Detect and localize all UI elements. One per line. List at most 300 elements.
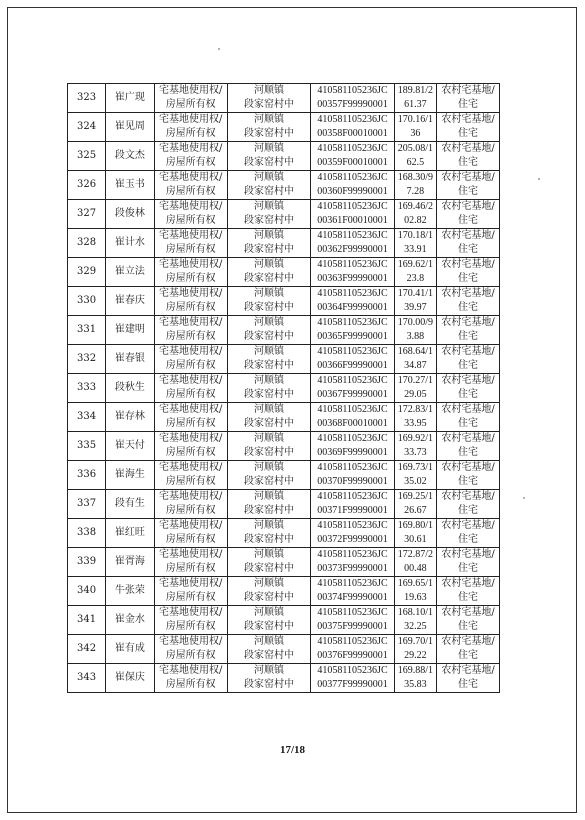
row-number-cell (68, 606, 106, 635)
right-type-text: 房屋所有权 (165, 273, 216, 284)
table-row (68, 432, 500, 461)
land-use-cell (437, 490, 500, 519)
land-use-text: 农村宅基地/ (441, 201, 495, 212)
area-value-text: 29.05 (404, 389, 427, 400)
table-row (68, 606, 500, 635)
right-type-text: 房屋所有权 (165, 534, 216, 545)
unit-code-text: 00364F99990001 (317, 302, 388, 313)
row-number-cell (68, 345, 106, 374)
property-location-text: 河顺镇 (254, 259, 285, 270)
right-type-text: 房屋所有权 (165, 302, 216, 313)
area-value-text: 205.08/1 (397, 143, 434, 154)
unit-code-cell (311, 200, 395, 229)
area-value-cell (394, 345, 436, 374)
owner-name-cell (106, 635, 154, 664)
property-location-text: 段家窑村中 (244, 244, 295, 255)
property-location-text: 河顺镇 (254, 114, 285, 125)
unit-code-text: 410581105236JC (317, 578, 388, 589)
row-number-text: 343 (77, 672, 97, 683)
area-value-text: 61.37 (404, 99, 427, 110)
unit-code-text: 410581105236JC (317, 549, 388, 560)
property-location-text: 段家窑村中 (244, 563, 295, 574)
right-type-text: 宅基地使用权/ (159, 578, 223, 589)
owner-name-cell (106, 229, 154, 258)
area-value-text: 35.83 (404, 679, 427, 690)
right-type-text: 房屋所有权 (165, 476, 216, 487)
area-value-text: 26.67 (404, 505, 427, 516)
area-value-text: 35.02 (404, 476, 427, 487)
right-type-text: 房屋所有权 (165, 418, 216, 429)
right-type-text: 宅基地使用权/ (159, 665, 223, 676)
land-use-text: 农村宅基地/ (441, 549, 495, 560)
row-number-text: 338 (77, 527, 97, 538)
land-use-text: 农村宅基地/ (441, 491, 495, 502)
row-number-cell (68, 200, 106, 229)
area-value-cell (394, 490, 436, 519)
land-use-text: 农村宅基地/ (441, 578, 495, 589)
property-location-text: 段家窑村中 (244, 360, 295, 371)
unit-code-cell (311, 606, 395, 635)
right-type-cell (154, 461, 227, 490)
row-number-cell (68, 113, 106, 142)
owner-name-cell (106, 84, 154, 113)
property-location-text: 河顺镇 (254, 143, 285, 154)
property-location-text: 段家窑村中 (244, 534, 295, 545)
unit-code-cell (311, 548, 395, 577)
row-number-text: 333 (77, 382, 97, 393)
unit-code-text: 00369F99990001 (317, 447, 388, 458)
unit-code-text: 00359F00010001 (317, 157, 388, 168)
row-number-text: 327 (77, 208, 97, 219)
row-number-cell (68, 461, 106, 490)
right-type-text: 房屋所有权 (165, 215, 216, 226)
row-number-cell (68, 664, 106, 693)
row-number-text: 340 (77, 585, 97, 596)
area-value-text: 36 (410, 128, 421, 139)
right-type-text: 房屋所有权 (165, 505, 216, 516)
area-value-cell (394, 258, 436, 287)
land-use-text: 住宅 (458, 679, 479, 690)
right-type-text: 房屋所有权 (165, 447, 216, 458)
land-use-text: 农村宅基地/ (441, 375, 495, 386)
land-use-cell (437, 229, 500, 258)
land-use-text: 住宅 (458, 563, 479, 574)
land-use-text: 农村宅基地/ (441, 665, 495, 676)
row-number-cell (68, 403, 106, 432)
unit-code-text: 410581105236JC (317, 85, 388, 96)
area-value-text: 168.10/1 (397, 607, 434, 618)
right-type-cell (154, 200, 227, 229)
property-location-cell (227, 374, 311, 403)
right-type-text: 宅基地使用权/ (159, 346, 223, 357)
table-row (68, 519, 500, 548)
table-row (68, 664, 500, 693)
owner-name-cell (106, 374, 154, 403)
area-value-text: 169.88/1 (397, 665, 434, 676)
right-type-text: 房屋所有权 (165, 331, 216, 342)
owner-name-cell (106, 548, 154, 577)
property-location-text: 河顺镇 (254, 636, 285, 647)
unit-code-text: 00375F99990001 (317, 621, 388, 632)
property-location-text: 段家窑村中 (244, 157, 295, 168)
property-location-cell (227, 490, 311, 519)
right-type-text: 宅基地使用权/ (159, 85, 223, 96)
land-use-cell (437, 345, 500, 374)
land-use-cell (437, 519, 500, 548)
property-location-text: 河顺镇 (254, 404, 285, 415)
area-value-text: 172.87/2 (397, 549, 434, 560)
row-number-text: 326 (77, 179, 97, 190)
unit-code-text: 410581105236JC (317, 433, 388, 444)
property-location-text: 段家窑村中 (244, 186, 295, 197)
table-row (68, 84, 500, 113)
land-use-cell (437, 287, 500, 316)
land-use-text: 农村宅基地/ (441, 317, 495, 328)
unit-code-text: 410581105236JC (317, 607, 388, 618)
unit-code-text: 00373F99990001 (317, 563, 388, 574)
property-location-text: 河顺镇 (254, 433, 285, 444)
area-value-cell (394, 171, 436, 200)
land-use-text: 住宅 (458, 476, 479, 487)
area-value-text: 169.65/1 (397, 578, 434, 589)
land-use-text: 农村宅基地/ (441, 520, 495, 531)
property-location-text: 段家窑村中 (244, 331, 295, 342)
owner-name-cell (106, 287, 154, 316)
area-value-cell (394, 548, 436, 577)
unit-code-cell (311, 403, 395, 432)
owner-name-text: 崔建明 (114, 324, 145, 335)
area-value-cell (394, 200, 436, 229)
property-location-cell (227, 113, 311, 142)
property-location-cell (227, 606, 311, 635)
property-location-text: 段家窑村中 (244, 99, 295, 110)
property-location-text: 河顺镇 (254, 85, 285, 96)
property-location-cell (227, 258, 311, 287)
area-value-cell (394, 84, 436, 113)
area-value-cell (394, 374, 436, 403)
land-use-text: 农村宅基地/ (441, 433, 495, 444)
property-location-cell (227, 84, 311, 113)
table-row (68, 548, 500, 577)
table-row (68, 461, 500, 490)
owner-name-text: 崔立法 (114, 266, 145, 277)
unit-code-text: 410581105236JC (317, 201, 388, 212)
land-use-text: 农村宅基地/ (441, 462, 495, 473)
land-use-text: 住宅 (458, 621, 479, 632)
table-row (68, 577, 500, 606)
area-value-cell (394, 229, 436, 258)
owner-name-text: 牛张荣 (114, 585, 145, 596)
scan-speck (218, 48, 220, 50)
table-row (68, 374, 500, 403)
right-type-text: 宅基地使用权/ (159, 491, 223, 502)
land-use-text: 住宅 (458, 128, 479, 139)
row-number-text: 330 (77, 295, 97, 306)
unit-code-cell (311, 113, 395, 142)
land-use-text: 农村宅基地/ (441, 172, 495, 183)
table-row (68, 287, 500, 316)
owner-name-text: 崔海生 (114, 469, 145, 480)
unit-code-text: 410581105236JC (317, 491, 388, 502)
right-type-cell (154, 113, 227, 142)
owner-name-cell (106, 200, 154, 229)
unit-code-cell (311, 490, 395, 519)
land-use-cell (437, 374, 500, 403)
property-location-cell (227, 635, 311, 664)
land-use-cell (437, 316, 500, 345)
unit-code-cell (311, 287, 395, 316)
area-value-cell (394, 113, 436, 142)
row-number-text: 335 (77, 440, 97, 451)
land-use-text: 农村宅基地/ (441, 288, 495, 299)
land-use-cell (437, 84, 500, 113)
land-use-text: 住宅 (458, 447, 479, 458)
area-value-text: 33.73 (404, 447, 427, 458)
unit-code-cell (311, 664, 395, 693)
area-value-text: 170.18/1 (397, 230, 434, 241)
row-number-cell (68, 316, 106, 345)
property-location-cell (227, 142, 311, 171)
area-value-text: 169.25/1 (397, 491, 434, 502)
area-value-text: 169.62/1 (397, 259, 434, 270)
right-type-text: 房屋所有权 (165, 186, 216, 197)
land-use-text: 住宅 (458, 650, 479, 661)
unit-code-text: 00368F00010001 (317, 418, 388, 429)
right-type-text: 房屋所有权 (165, 360, 216, 371)
right-type-text: 宅基地使用权/ (159, 549, 223, 560)
unit-code-text: 410581105236JC (317, 636, 388, 647)
unit-code-text: 00376F99990001 (317, 650, 388, 661)
unit-code-text: 00365F99990001 (317, 331, 388, 342)
area-value-cell (394, 577, 436, 606)
table-row (68, 229, 500, 258)
owner-name-text: 崔玉书 (114, 179, 145, 190)
right-type-text: 宅基地使用权/ (159, 201, 223, 212)
right-type-cell (154, 374, 227, 403)
owner-name-cell (106, 171, 154, 200)
owner-name-text: 崔红旺 (114, 527, 145, 538)
row-number-cell (68, 635, 106, 664)
row-number-text: 336 (77, 469, 97, 480)
area-value-text: 172.83/1 (397, 404, 434, 415)
row-number-text: 337 (77, 498, 97, 509)
unit-code-cell (311, 432, 395, 461)
land-use-text: 住宅 (458, 244, 479, 255)
row-number-cell (68, 432, 106, 461)
right-type-cell (154, 258, 227, 287)
area-value-cell (394, 635, 436, 664)
right-type-text: 宅基地使用权/ (159, 462, 223, 473)
right-type-text: 房屋所有权 (165, 621, 216, 632)
property-location-cell (227, 316, 311, 345)
land-use-text: 住宅 (458, 592, 479, 603)
property-location-text: 段家窑村中 (244, 476, 295, 487)
right-type-cell (154, 577, 227, 606)
owner-name-text: 崔存林 (114, 411, 145, 422)
land-use-cell (437, 142, 500, 171)
property-location-text: 段家窑村中 (244, 418, 295, 429)
property-location-text: 河顺镇 (254, 520, 285, 531)
area-value-text: 32.25 (404, 621, 427, 632)
land-use-cell (437, 461, 500, 490)
owner-name-text: 崔春银 (114, 353, 145, 364)
area-value-cell (394, 519, 436, 548)
property-location-text: 段家窑村中 (244, 389, 295, 400)
unit-code-text: 410581105236JC (317, 520, 388, 531)
owner-name-cell (106, 577, 154, 606)
land-use-cell (437, 548, 500, 577)
land-use-text: 农村宅基地/ (441, 85, 495, 96)
land-use-text: 农村宅基地/ (441, 404, 495, 415)
owner-name-text: 段有生 (114, 498, 145, 509)
property-location-text: 段家窑村中 (244, 621, 295, 632)
scan-speck (538, 178, 540, 180)
row-number-cell (68, 374, 106, 403)
owner-name-cell (106, 403, 154, 432)
right-type-text: 房屋所有权 (165, 679, 216, 690)
area-value-text: 62.5 (406, 157, 425, 168)
property-location-text: 河顺镇 (254, 317, 285, 328)
land-use-cell (437, 664, 500, 693)
row-number-text: 341 (77, 614, 97, 625)
unit-code-text: 00367F99990001 (317, 389, 388, 400)
land-use-cell (437, 606, 500, 635)
unit-code-text: 410581105236JC (317, 375, 388, 386)
area-value-text: 169.70/1 (397, 636, 434, 647)
right-type-text: 宅基地使用权/ (159, 172, 223, 183)
land-use-text: 农村宅基地/ (441, 346, 495, 357)
area-value-text: 29.22 (404, 650, 427, 661)
table-row (68, 490, 500, 519)
area-value-text: 19.63 (404, 592, 427, 603)
area-value-cell (394, 606, 436, 635)
land-use-text: 农村宅基地/ (441, 259, 495, 270)
property-location-text: 河顺镇 (254, 230, 285, 241)
unit-code-text: 410581105236JC (317, 665, 388, 676)
right-type-cell (154, 432, 227, 461)
unit-code-text: 410581105236JC (317, 462, 388, 473)
property-location-text: 河顺镇 (254, 462, 285, 473)
right-type-cell (154, 316, 227, 345)
owner-name-text: 崔天付 (114, 440, 145, 451)
registry-table-body (68, 84, 500, 693)
row-number-text: 331 (77, 324, 97, 335)
row-number-text: 332 (77, 353, 97, 364)
unit-code-text: 410581105236JC (317, 172, 388, 183)
unit-code-text: 410581105236JC (317, 346, 388, 357)
right-type-text: 房屋所有权 (165, 157, 216, 168)
right-type-text: 宅基地使用权/ (159, 230, 223, 241)
right-type-cell (154, 171, 227, 200)
right-type-cell (154, 519, 227, 548)
property-location-cell (227, 461, 311, 490)
land-use-cell (437, 577, 500, 606)
owner-name-cell (106, 606, 154, 635)
property-location-text: 段家窑村中 (244, 592, 295, 603)
owner-name-text: 崔见周 (114, 121, 145, 132)
land-use-cell (437, 403, 500, 432)
unit-code-text: 410581105236JC (317, 288, 388, 299)
area-value-text: 34.87 (404, 360, 427, 371)
table-row (68, 316, 500, 345)
owner-name-text: 崔有成 (114, 643, 145, 654)
unit-code-cell (311, 461, 395, 490)
right-type-cell (154, 229, 227, 258)
property-location-text: 河顺镇 (254, 491, 285, 502)
table-row (68, 113, 500, 142)
row-number-cell (68, 577, 106, 606)
right-type-cell (154, 606, 227, 635)
unit-code-cell (311, 635, 395, 664)
owner-name-text: 崔胥海 (114, 556, 145, 567)
area-value-cell (394, 461, 436, 490)
right-type-text: 宅基地使用权/ (159, 636, 223, 647)
unit-code-cell (311, 229, 395, 258)
owner-name-cell (106, 461, 154, 490)
owner-name-cell (106, 345, 154, 374)
area-value-text: 169.80/1 (397, 520, 434, 531)
right-type-text: 房屋所有权 (165, 128, 216, 139)
unit-code-text: 00366F99990001 (317, 360, 388, 371)
right-type-cell (154, 664, 227, 693)
area-value-text: 23.8 (406, 273, 425, 284)
owner-name-text: 崔春庆 (114, 295, 145, 306)
right-type-text: 房屋所有权 (165, 592, 216, 603)
owner-name-cell (106, 490, 154, 519)
unit-code-text: 00371F99990001 (317, 505, 388, 516)
area-value-text: 170.27/1 (397, 375, 434, 386)
unit-code-text: 00362F99990001 (317, 244, 388, 255)
right-type-text: 宅基地使用权/ (159, 520, 223, 531)
row-number-cell (68, 84, 106, 113)
row-number-cell (68, 490, 106, 519)
area-value-text: 33.95 (404, 418, 427, 429)
property-location-text: 河顺镇 (254, 201, 285, 212)
owner-name-text: 崔金水 (114, 614, 145, 625)
area-value-text: 33.91 (404, 244, 427, 255)
unit-code-text: 410581105236JC (317, 404, 388, 415)
property-location-text: 段家窑村中 (244, 215, 295, 226)
area-value-cell (394, 664, 436, 693)
right-type-text: 房屋所有权 (165, 650, 216, 661)
property-location-text: 河顺镇 (254, 172, 285, 183)
land-use-text: 住宅 (458, 302, 479, 313)
unit-code-text: 410581105236JC (317, 317, 388, 328)
unit-code-cell (311, 316, 395, 345)
right-type-text: 宅基地使用权/ (159, 143, 223, 154)
land-use-text: 住宅 (458, 186, 479, 197)
owner-name-text: 崔保庆 (114, 672, 145, 683)
area-value-text: 30.61 (404, 534, 427, 545)
property-location-cell (227, 229, 311, 258)
right-type-text: 宅基地使用权/ (159, 114, 223, 125)
row-number-text: 324 (77, 121, 97, 132)
owner-name-cell (106, 432, 154, 461)
right-type-cell (154, 403, 227, 432)
land-use-text: 农村宅基地/ (441, 114, 495, 125)
owner-name-text: 段俊林 (114, 208, 145, 219)
area-value-text: 7.28 (406, 186, 425, 197)
land-use-cell (437, 635, 500, 664)
property-location-cell (227, 345, 311, 374)
owner-name-cell (106, 519, 154, 548)
area-value-text: 169.92/1 (397, 433, 434, 444)
unit-code-text: 410581105236JC (317, 143, 388, 154)
area-value-cell (394, 287, 436, 316)
unit-code-cell (311, 374, 395, 403)
land-use-text: 住宅 (458, 389, 479, 400)
unit-code-cell (311, 577, 395, 606)
